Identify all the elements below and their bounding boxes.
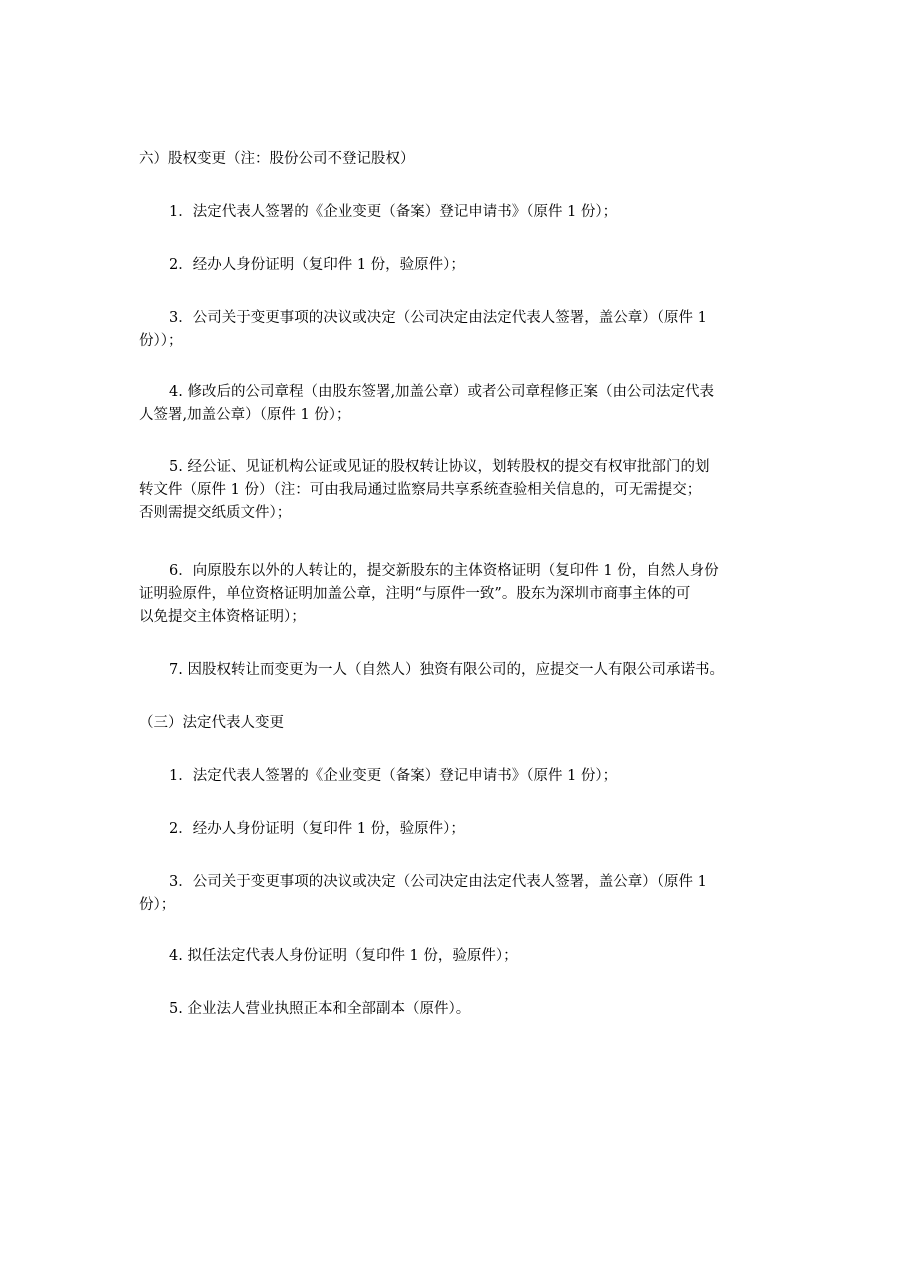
list-item: 3．公司关于变更事项的决议或决定（公司决定由法定代表人签署，盖公章）（原件 1 份））； [139,310,707,349]
list-item: 1．法定代表人签署的《企业变更（备案）登记申请书》（原件 1 份）； [169,204,618,220]
section-heading-equity-change: 六）股权变更（注：股份公司不登记股权） [139,151,415,167]
list-item: 3．公司关于变更事项的决议或决定（公司决定由法定代表人签署，盖公章）（原件 1 份）； [139,874,707,913]
list-item: 2．经办人身份证明（复印件 1 份，验原件）； [169,257,465,273]
list-item: 5. 企业法人营业执照正本和全部副本（原件）。 [169,1001,471,1017]
list-item: 1．法定代表人签署的《企业变更（备案）登记申请书》（原件 1 份）； [169,768,618,784]
list-item: 5. 经公证、见证机构公证或见证的股权转让协议，划转股权的提交有权审批部门的划 转文件（原件 1 份）（注：可由我局通过监察局共享系统查验相关信息的，可无需提交； 否则需提交纸质文件）； [139,459,710,521]
section-heading-legal-rep-change: （三）法定代表人变更 [139,715,284,731]
list-item: 7. 因股权转让而变更为一人（自然人）独资有限公司的，应提交一人有限公司承诺书。 [169,662,724,678]
list-item: 4. 修改后的公司章程（由股东签署,加盖公章）或者公司章程修正案（由公司法定代表 人签署,加盖公章）（原件 1 份）； [139,384,715,423]
list-item: 4. 拟任法定代表人身份证明（复印件 1 份，验原件）； [169,948,518,964]
list-item: 2．经办人身份证明（复印件 1 份，验原件）； [169,821,465,837]
list-item: 6．向原股东以外的人转让的，提交新股东的主体资格证明（复印件 1 份，自然人身份 证明验原件，单位资格证明加盖公章，注明“与原件一致”。股东为深圳市商事主体的可 以免提交主体资格证明）； [139,563,719,625]
